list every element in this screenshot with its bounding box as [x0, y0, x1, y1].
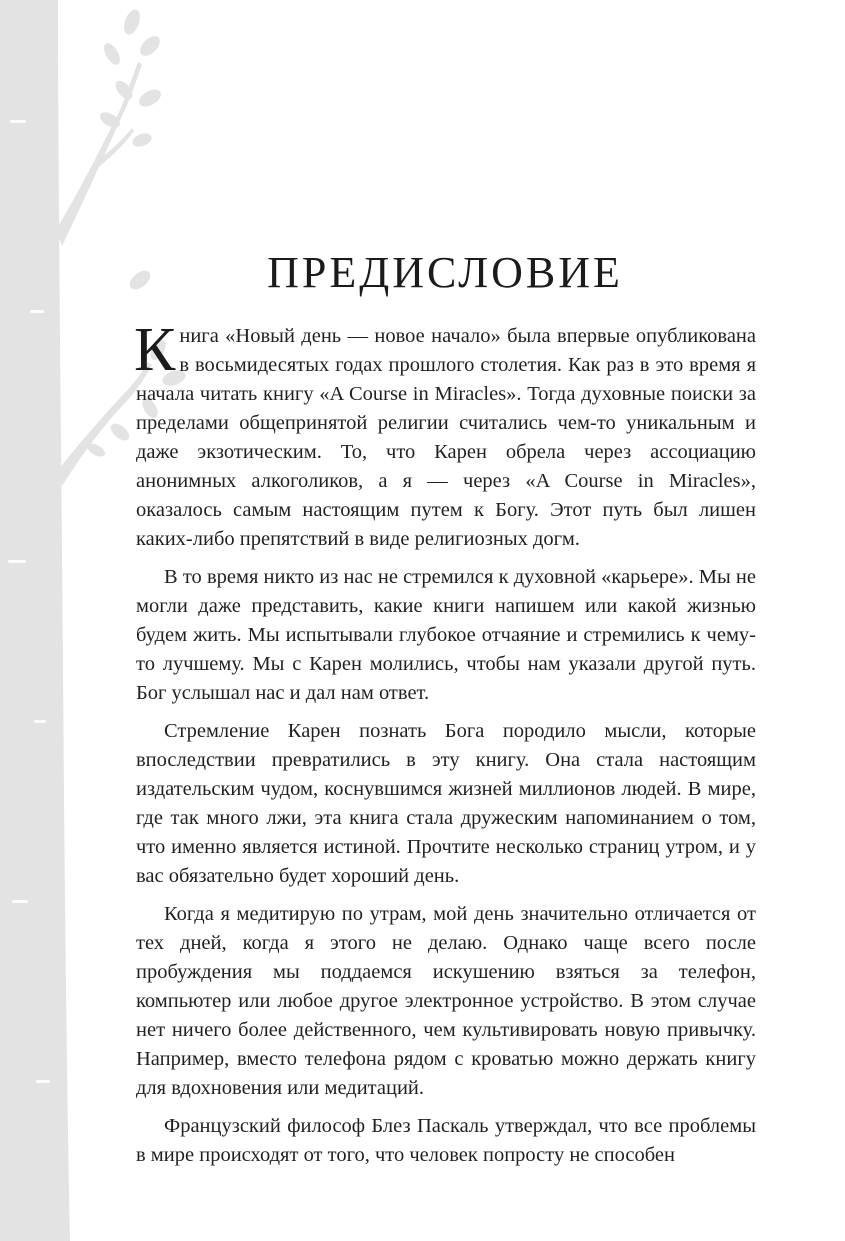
paragraph: Стремление Карен познать Бога породило мысли, которые впоследствии превратились в эту книгу. Она стала настоящим издательским чудом, коснувшимся жизней миллионов людей. В мире, где так много лжи, эта книга стала дружеским напоминанием о том, что именно является истиной. Прочтите несколько страниц утром, и у вас обязательно будет хороший день. — [136, 720, 756, 887]
leaf-icon — [101, 41, 123, 68]
paragraph: В то время никто из нас не стремился к духовной «карьере». Мы не могли даже представить, какие книги напишем или какой жизнью будем жить. Мы испытывали глубокое отчаяние и стремились к чему-то лучшему. Мы с Карен молились, чтобы нам указали другой путь. Бог услышал нас и дал нам ответ. — [136, 566, 756, 704]
paragraph — [134, 316, 756, 554]
paragraph: Когда я медитирую по утрам, мой день значительно отличается от тех дней, когда я этого не делаю. Однако чаще всего после пробуждения мы поддаемся искушению взяться за телефон, компьютер или любое другое электронное устройство. В этом случае нет ничего более действенного, чем культивировать новую привычку. Например, вместо телефона рядом с кроватью можно держать книгу для вдохновения или медитаций. — [136, 903, 756, 1099]
drop-cap: К — [134, 316, 176, 384]
leaf-icon — [121, 7, 143, 36]
leaf-icon — [108, 420, 133, 443]
leaf-icon — [137, 33, 164, 60]
leaf-icon — [131, 131, 154, 149]
paragraph-text: нига «Новый день — новое начало» была впервые опубликована в восьмидесятых годах прошлого столетия. Как раз в это время я начала читать книгу «A Course in Miracles». Тогда духовные поиски за пределами общепринятой религии считались чем-то уникальным и даже экзотическим. То, что Карен обрела через ассоциацию анонимных алкоголиков, а я — через «A Course in Miracles», оказалось самым настоящим путем к Богу. Этот путь был лишен каких-либо препятствий в виде религиозных догм. — [136, 325, 756, 550]
leaf-icon — [136, 86, 164, 110]
paragraph: Французский философ Блез Паскаль утверждал, что все проблемы в мире происходят от того, что человек попросту не способен — [136, 1115, 756, 1166]
body-text — [134, 316, 756, 1179]
page-title: ПРЕДИСЛОВИЕ — [267, 248, 623, 297]
tree-trunk — [0, 0, 70, 1241]
